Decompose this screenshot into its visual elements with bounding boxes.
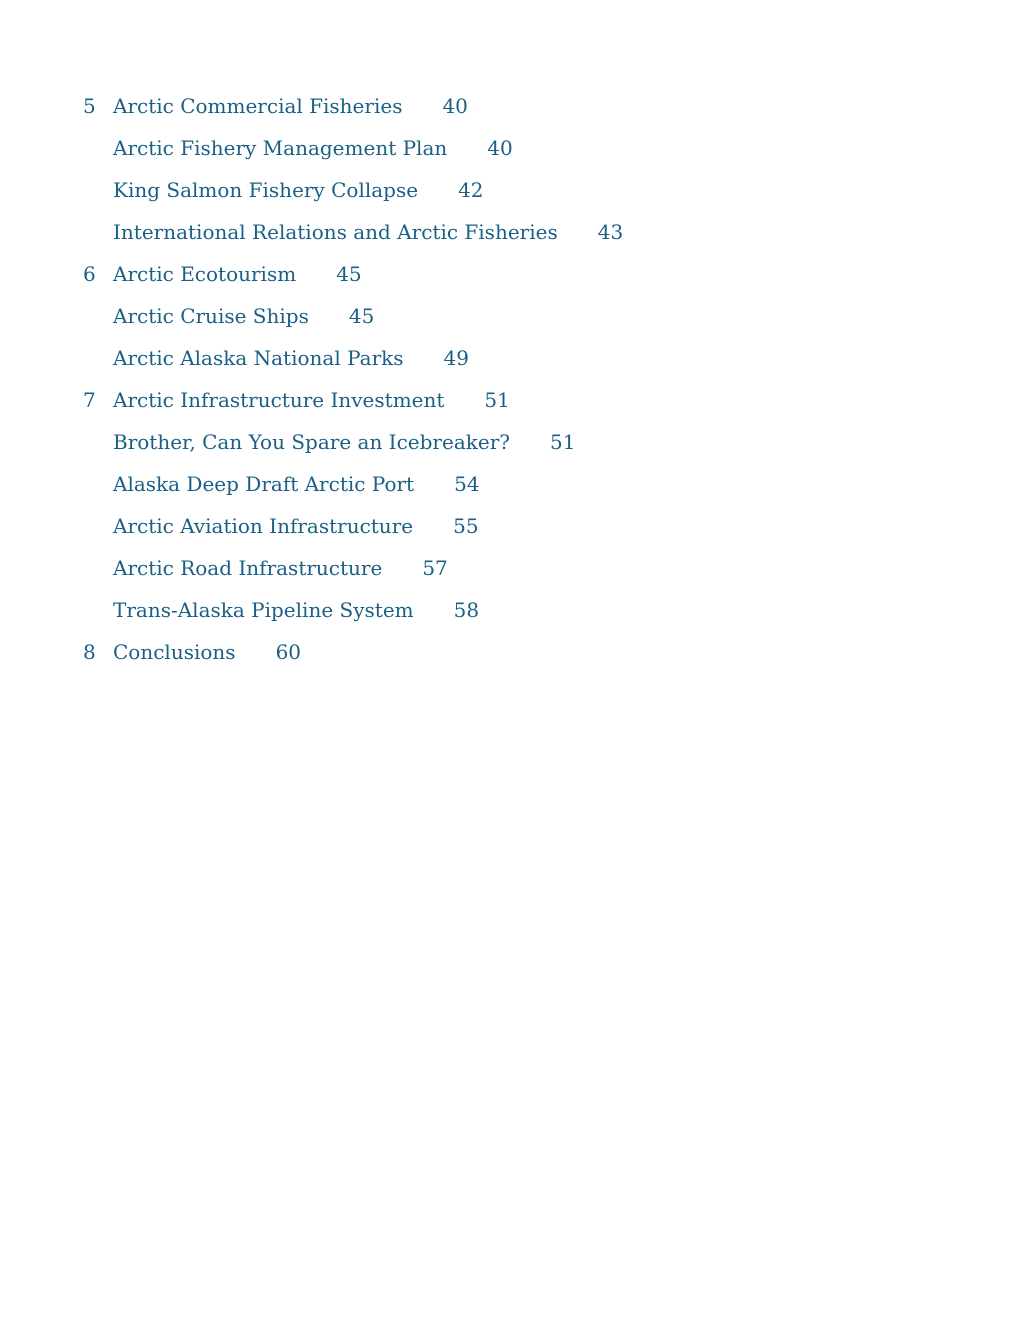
toc-section-entry [0, 424, 1020, 466]
toc-section-entry [0, 550, 1020, 592]
toc-page-number: 51 [549, 430, 576, 454]
toc-entry-title: Arctic Alaska National Parks [113, 346, 404, 370]
toc-page-number: 54 [454, 472, 480, 496]
toc-chapter-entry [0, 634, 1020, 676]
toc-page-number: 57 [422, 556, 448, 580]
toc-entry-link[interactable] [113, 424, 575, 460]
toc-section-entry [0, 214, 1020, 256]
toc-entry-link[interactable] [113, 634, 301, 670]
toc-page-number: 60 [275, 640, 302, 664]
toc-entry-link[interactable] [113, 130, 513, 166]
toc-entry-title: Arctic Infrastructure Investment [113, 388, 445, 412]
toc-page-number: 45 [348, 304, 375, 328]
toc-page-number: 51 [484, 388, 510, 412]
toc-entry-title: Arctic Commercial Fisheries [113, 94, 403, 118]
toc-page-number: 40 [442, 94, 468, 118]
toc-section-entry [0, 298, 1020, 340]
toc-page-number: 55 [453, 514, 479, 538]
toc-chapter-entry [0, 382, 1020, 424]
toc-chapter-entry [0, 256, 1020, 298]
toc-entry-title: Alaska Deep Draft Arctic Port [113, 472, 415, 496]
toc-entry-link[interactable] [113, 214, 623, 250]
toc-entry-title: Brother, Can You Spare an Icebreaker? [113, 430, 510, 454]
chapter-number: 7 [83, 388, 96, 412]
toc-page-number: 58 [453, 598, 480, 622]
toc-section-entry [0, 466, 1020, 508]
toc-entry-link[interactable] [113, 550, 448, 586]
chapter-number: 5 [83, 94, 96, 118]
toc-entry-link[interactable] [113, 340, 469, 376]
toc-section-entry [0, 592, 1020, 634]
toc-entry-link[interactable] [113, 256, 362, 292]
table-of-contents [0, 88, 1020, 676]
toc-entry-title: Arctic Fishery Management Plan [113, 136, 448, 160]
toc-entry-link[interactable] [113, 466, 480, 502]
toc-entry-link[interactable] [113, 172, 484, 208]
toc-entry-title: King Salmon Fishery Collapse [113, 178, 419, 202]
toc-entry-link[interactable] [113, 382, 510, 418]
toc-page-number: 43 [597, 220, 624, 244]
toc-section-entry [0, 508, 1020, 550]
chapter-number: 8 [83, 640, 96, 664]
toc-chapter-entry [0, 88, 1020, 130]
chapter-number: 6 [83, 262, 96, 286]
toc-entry-title: Arctic Road Infrastructure [113, 556, 383, 580]
toc-entry-title: Trans-Alaska Pipeline System [113, 598, 414, 622]
toc-entry-link[interactable] [113, 592, 479, 628]
toc-entry-link[interactable] [113, 88, 468, 124]
toc-page-number: 42 [458, 178, 484, 202]
toc-section-entry [0, 340, 1020, 382]
toc-section-entry [0, 172, 1020, 214]
toc-entry-title: Arctic Aviation Infrastructure [113, 514, 414, 538]
toc-entry-link[interactable] [113, 298, 374, 334]
toc-entry-title: Arctic Ecotourism [113, 262, 297, 286]
toc-section-entry [0, 130, 1020, 172]
toc-entry-title: International Relations and Arctic Fisheries [113, 220, 558, 244]
toc-entry-title: Conclusions [113, 640, 236, 664]
toc-entry-link[interactable] [113, 508, 479, 544]
toc-page-number: 49 [443, 346, 469, 370]
toc-entry-title: Arctic Cruise Ships [113, 304, 309, 328]
toc-page-number: 40 [487, 136, 513, 160]
toc-page-number: 45 [336, 262, 362, 286]
